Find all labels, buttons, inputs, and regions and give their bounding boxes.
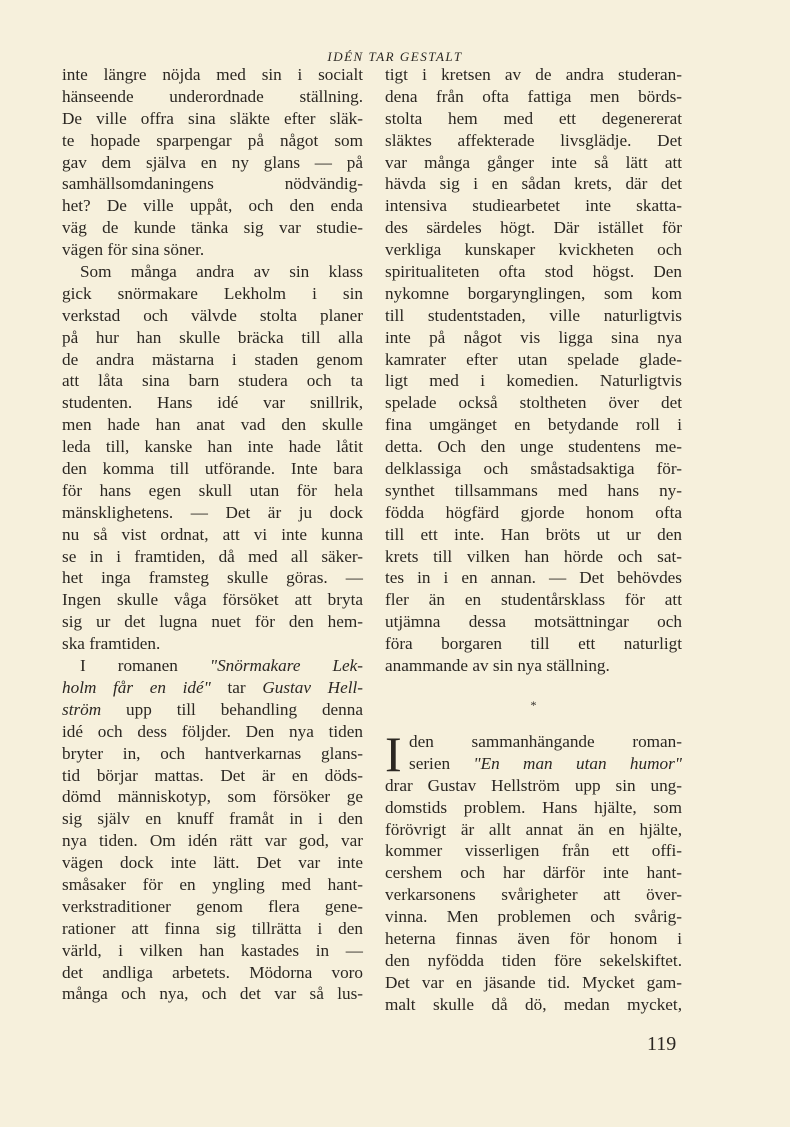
left-column xyxy=(62,64,363,1005)
text-line: till ett inte. Han bröts ut ur den xyxy=(385,524,682,544)
text-line: de andra mästarna i staden genom xyxy=(62,349,363,369)
text-line: väg de kunde tänka sig var studie- xyxy=(62,218,363,238)
text-line: inte på något vis ligga sina nya xyxy=(385,327,682,347)
text-line: den komma till utförande. Inte bara xyxy=(62,459,363,479)
text-line: ska framtiden. xyxy=(62,634,161,654)
text-line: se in i framtiden, då med all säker- xyxy=(62,546,363,566)
paragraph xyxy=(62,655,363,1005)
text-line: småsaker för en yngling med hant- xyxy=(62,874,363,894)
text-line: Som många andra av sin klass xyxy=(80,262,363,282)
text-line: sig själv en knuff framåt in i den xyxy=(62,809,363,829)
text-line: dena från ofta fattiga men börds- xyxy=(385,86,682,106)
text-line: men hade han anat vad den skulle xyxy=(62,415,363,435)
text-line: ligt med i komedien. Naturligtvis xyxy=(385,371,682,391)
text-line: het inga framsteg skulle göras. — xyxy=(62,568,363,588)
text-line: idé och dess följder. Den nya tiden xyxy=(62,721,363,741)
text-line: föra borgaren till ett naturligt xyxy=(385,634,682,654)
text-line: synthet tillsammans med hans ny- xyxy=(385,480,682,500)
text-line: intensiva studiearbetet inte skatta- xyxy=(385,196,682,216)
text-line: cershem och har därför inte hant- xyxy=(385,863,682,883)
text-line: Det var en jäsande tid. Mycket gam- xyxy=(385,972,682,992)
text-line: släktes affekterade livsglädje. Det xyxy=(385,130,682,150)
text-segment: I romanen xyxy=(80,656,210,676)
text-line: gav dem själva en ny glans — på xyxy=(62,152,363,172)
paragraph xyxy=(62,261,363,655)
text-line: värld, i vilken han kastades in — xyxy=(62,940,363,960)
text-line: nya tiden. Om idén rätt var god, var xyxy=(62,831,363,851)
text-line: fina umgänget en betydande roll i xyxy=(385,415,682,435)
page-number: 119 xyxy=(647,1033,677,1055)
text-line: te hopade sparpengar på något som xyxy=(62,130,363,150)
text-line: dömd människotyp, som försöker ge xyxy=(62,787,363,807)
text-line: malt skulle då dö, medan mycket, xyxy=(385,994,682,1014)
text-line: den nyfödda tiden före sekelskiftet. xyxy=(385,950,682,970)
text-line: drar Gustav Hellström upp sin ung- xyxy=(385,775,682,795)
text-line: tes in i en annan. — Det behövdes xyxy=(385,568,682,588)
text-line: att låta sina barn studera och ta xyxy=(62,371,363,391)
italic-title: ström xyxy=(62,699,102,719)
text-line: många och nya, och det var så lus- xyxy=(62,984,363,1004)
text-line: fler än en studentårsklass för att xyxy=(385,590,682,610)
text-line: bryter in, och hantverkarnas glans- xyxy=(62,743,363,763)
text-line xyxy=(62,655,363,677)
text-line xyxy=(62,699,363,721)
text-line: het? De ville uppåt, och den enda xyxy=(62,196,363,216)
text-line: leda till, kanske han inte hade låtit xyxy=(62,437,363,457)
text-line: nu så vist ordnat, att vi inte kunna xyxy=(62,524,363,544)
text-line: gick snörmakare Lekholm i sin xyxy=(62,283,363,303)
right-column-text xyxy=(385,64,682,677)
text-segment: upp till behandling denna xyxy=(101,699,363,719)
text-line: stolta hem med ett degenererat xyxy=(385,108,682,128)
text-line: tigt i kretsen av de andra studeran- xyxy=(385,65,682,84)
text-line: till studentstaden, ville naturligtvis xyxy=(385,305,682,325)
drop-cap-paragraph xyxy=(385,725,682,1016)
text-line: verkarsonens svårigheter att över- xyxy=(385,885,682,905)
text-line: studenten. Hans idé var snillrik, xyxy=(62,393,363,413)
text-line: kommer visserligen från ett offi- xyxy=(385,841,682,861)
text-line: nykomne borgarynglingen, som kom xyxy=(385,283,682,303)
text-line xyxy=(385,753,682,775)
italic-title: holm får en idé" xyxy=(62,677,211,697)
text-line: tid börjar mattas. Det är en döds- xyxy=(62,765,363,785)
text-line: inte längre nöjda med sin i socialt xyxy=(62,65,363,84)
text-line: det andliga arbetets. Mödorna voro xyxy=(62,962,363,982)
text-line: var många gånger inte så lätt att xyxy=(385,152,682,172)
section-separator: * xyxy=(530,697,537,712)
text-line: verkstad och välvde stolta planer xyxy=(62,305,363,325)
text-line: den sammanhängande roman- xyxy=(409,731,682,751)
text-line: krets till vilken han hörde och sat- xyxy=(385,546,682,566)
text-line: Ingen skulle våga försöket att bryta xyxy=(62,590,363,610)
text-line: vägen för sina söner. xyxy=(62,240,205,260)
text-line: hävda sig i en sådan krets, där det xyxy=(385,174,682,194)
text-line: anammande av sin nya ställning. xyxy=(385,656,610,676)
text-line: verkliga kunskaper kvickheten och xyxy=(385,240,682,260)
italic-title: "Snörmakare Lek- xyxy=(209,656,363,676)
text-line: spiritualiteten ofta stod högst. Den xyxy=(385,262,682,282)
text-line: för hans egen skull utan för hela xyxy=(62,480,363,500)
text-line: verkstraditioner genom flera gene- xyxy=(62,896,363,916)
text-line: förövrigt är allt annat än en hjälte, xyxy=(385,819,682,839)
text-line: vägen dock inte lätt. Det var inte xyxy=(62,853,363,873)
text-line: vinna. Men problemen och svårig- xyxy=(385,907,682,927)
text-line: på hur han skulle bräcka till alla xyxy=(62,327,363,347)
text-line: sig ur det lugna nuet för den hem- xyxy=(62,612,363,632)
running-header: IDÉN TAR GESTALT xyxy=(327,49,463,64)
text-line: samhällsomdaningens nödvändig- xyxy=(62,174,363,194)
text-line: des särdeles högt. Där istället för xyxy=(385,218,682,238)
text-line: heterna finnas även för honom i xyxy=(385,928,682,948)
paragraph xyxy=(385,64,682,677)
text-line: mänsklighetens. — Det är ju dock xyxy=(62,502,363,522)
text-line: utjämna dessa motsättningar och xyxy=(385,612,682,632)
text-line: kamrater efter utan spelade glade- xyxy=(385,349,682,369)
text-line: De ville offra sina släkte efter släk- xyxy=(62,108,363,128)
text-line: domstids problem. Hans hjälte, som xyxy=(385,797,682,817)
italic-title: "En man utan humor" xyxy=(473,753,682,773)
right-column xyxy=(385,64,682,1016)
italic-title: Gustav Hell- xyxy=(262,677,363,697)
paragraph xyxy=(62,64,363,261)
text-line: detta. Och den unge studentens me- xyxy=(385,437,682,457)
text-line: rationer att finna sig tillrätta i den xyxy=(62,918,363,938)
text-segment: tar xyxy=(210,677,263,697)
text-line: födda högfärd gjorde honom ofta xyxy=(385,502,682,522)
drop-cap: I xyxy=(385,725,402,782)
text-line: spelade också stoltheten över det xyxy=(385,393,682,413)
text-line: hänseende underordnade ställning. xyxy=(62,86,363,106)
text-segment: serien xyxy=(409,753,474,773)
text-line: delklassiga och småstadsaktiga för- xyxy=(385,459,682,479)
text-line xyxy=(62,677,363,699)
